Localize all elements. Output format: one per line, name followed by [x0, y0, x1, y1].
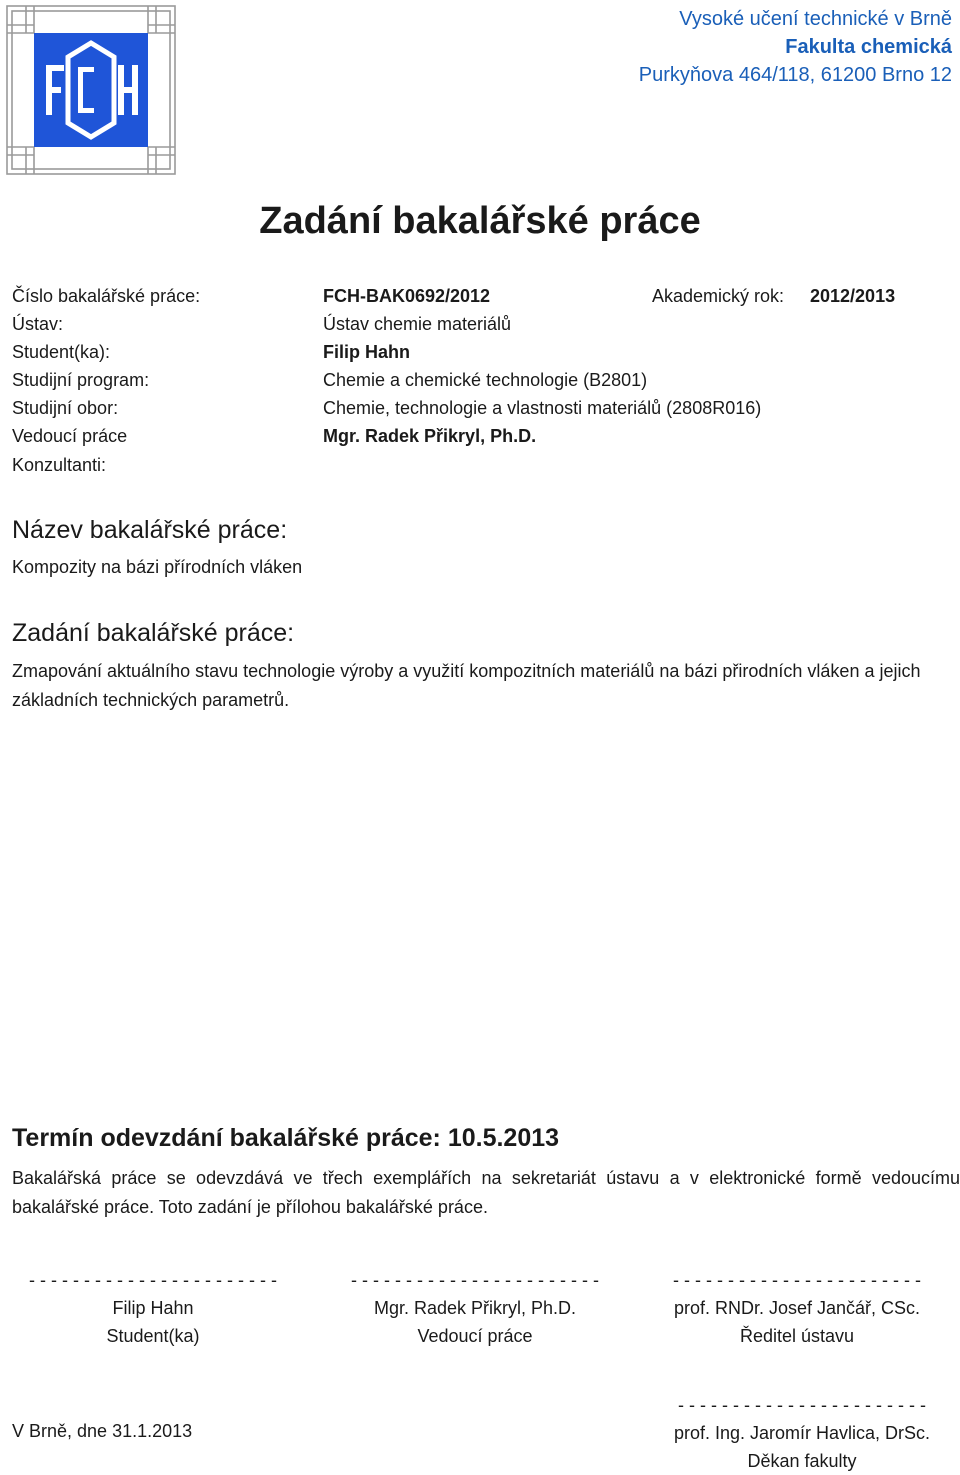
- assignment-heading: Zadání bakalářské práce:: [12, 619, 295, 647]
- supervisor-value: Mgr. Radek Přikryl, Ph.D.: [323, 426, 537, 446]
- study-field-label: Studijní obor:: [12, 398, 119, 418]
- signature-line: - - - - - - - - - - - - - - - - - - - - - - -: [29, 1270, 277, 1290]
- thesis-name-heading: Název bakalářské práce:: [12, 516, 288, 544]
- page-title: Zadání bakalářské práce: [259, 200, 701, 242]
- dean-signature-role: Děkan fakulty: [747, 1451, 857, 1471]
- thesis-number-value: FCH-BAK0692/2012: [323, 286, 491, 306]
- dean-signature-block: [652, 1391, 952, 1475]
- study-field-value: Chemie, technologie a vlastnosti materiálů (2808R016): [323, 398, 762, 418]
- deadline-heading: Termín odevzdání bakalářské práce: 10.5.2013: [12, 1124, 560, 1152]
- student-signature-name: Filip Hahn: [112, 1298, 194, 1318]
- consultants-label: Konzultanti:: [12, 455, 107, 475]
- faculty-address: Purkyňova 464/118, 61200 Brno 12: [638, 64, 952, 86]
- study-program-label: Studijní program:: [12, 370, 150, 390]
- student-signature-block: [3, 1266, 303, 1350]
- dean-signature-name: prof. Ing. Jaromír Havlica, DrSc.: [673, 1423, 931, 1443]
- faculty-name: Fakulta chemická: [785, 36, 952, 58]
- supervisor-signature-block: [325, 1266, 625, 1350]
- faculty-logo: [6, 5, 176, 175]
- institute-label: Ústav:: [12, 314, 64, 334]
- place-and-date: V Brně, dne 31.1.2013: [12, 1421, 193, 1441]
- deadline-text: Bakalářská práce se odevzdává ve třech exemplářích na sekretariát ústavu a v elektronické formě vedoucímu bakalářské práce. Toto zadání je přílohou bakalářské práce.: [12, 1168, 960, 1217]
- thesis-number-label: Číslo bakalářské práce:: [12, 286, 201, 306]
- student-label: Student(ka):: [12, 342, 111, 362]
- institute-value: Ústav chemie materiálů: [323, 314, 512, 334]
- academic-year-label: Akademický rok:: [652, 286, 785, 306]
- supervisor-signature-name: Mgr. Radek Přikryl, Ph.D.: [373, 1298, 577, 1318]
- supervisor-signature-role: Vedoucí práce: [417, 1326, 533, 1346]
- signature-line: - - - - - - - - - - - - - - - - - - - - - - -: [678, 1395, 926, 1415]
- student-value: Filip Hahn: [323, 342, 410, 362]
- supervisor-label: Vedoucí práce: [12, 426, 128, 446]
- study-program-value: Chemie a chemické technologie (B2801): [323, 370, 648, 390]
- director-signature-block: [647, 1266, 947, 1350]
- assignment-text: Zmapování aktuálního stavu technologie výroby a využití kompozitních materiálů na bázi přirodních vláken a jejich základních technických parametrů.: [12, 661, 921, 710]
- director-signature-name: prof. RNDr. Josef Jančář, CSc.: [673, 1298, 921, 1318]
- student-signature-role: Student(ka): [106, 1326, 200, 1346]
- director-signature-role: Ředitel ústavu: [739, 1326, 855, 1346]
- academic-year-value: 2012/2013: [810, 286, 896, 306]
- university-name: Vysoké učení technické v Brně: [679, 8, 952, 30]
- signature-line: - - - - - - - - - - - - - - - - - - - - - - -: [351, 1270, 599, 1290]
- thesis-name-text: Kompozity na bázi přírodních vláken: [12, 557, 303, 577]
- signature-line: - - - - - - - - - - - - - - - - - - - - - - -: [673, 1270, 921, 1290]
